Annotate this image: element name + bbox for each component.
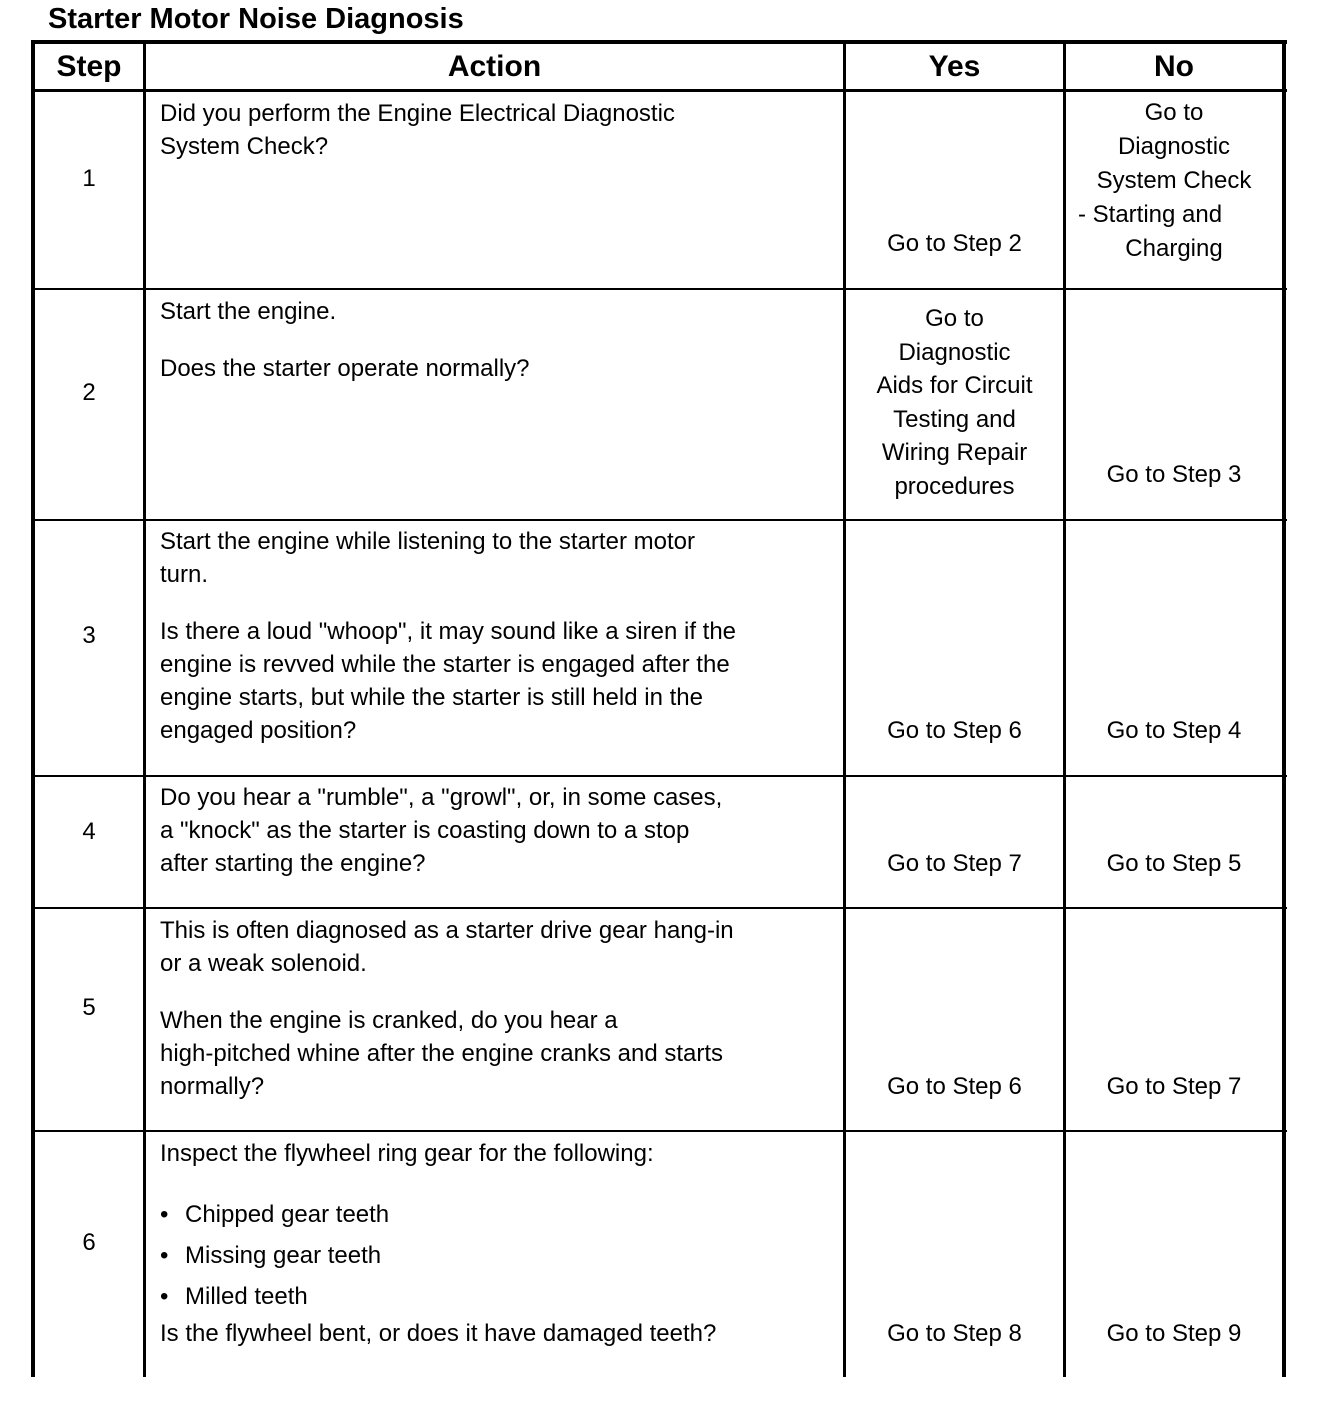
action-text: engine starts, but while the starter is still held in the	[160, 684, 703, 711]
action-text: after starting the engine?	[160, 850, 426, 877]
row-divider-2	[31, 519, 1287, 521]
no-cell: Go to Step 9	[1106, 1320, 1242, 1347]
yes-cell: Go to Step 8	[887, 1320, 1022, 1347]
yes-text-line: Aids for Circuit	[876, 372, 1033, 399]
action-text: engaged position?	[160, 717, 357, 744]
yes-text-line: Go to	[925, 305, 984, 332]
step-number: 4	[82, 818, 96, 845]
action-text: turn.	[160, 561, 209, 588]
step-number: 6	[82, 1229, 96, 1256]
step-number: 2	[82, 379, 96, 406]
action-cell	[160, 914, 843, 1103]
yes-cell: Go to Step 6	[887, 717, 1022, 744]
row-divider-1	[31, 288, 1287, 290]
yes-cell	[846, 302, 1063, 503]
no-cell: Go to Step 4	[1106, 717, 1242, 744]
action-text: high-pitched whine after the engine cranks and starts	[160, 1040, 724, 1067]
action-text: Start the engine while listening to the starter motor	[160, 528, 695, 555]
action-text: Start the engine.	[160, 298, 337, 325]
no-text-line: Go to	[1144, 99, 1204, 126]
column-divider-step	[143, 40, 146, 1377]
list-item-text: Chipped gear teeth	[185, 1201, 390, 1228]
table-left-border	[31, 40, 35, 1377]
yes-text-line: procedures	[894, 472, 1015, 500]
page-title: Starter Motor Noise Diagnosis	[48, 3, 464, 35]
step-number: 5	[82, 994, 96, 1021]
action-cell	[160, 1137, 843, 1350]
list-item-text: Milled teeth	[185, 1283, 308, 1310]
yes-cell: Go to Step 6	[887, 1073, 1022, 1100]
no-text-line: Diagnostic	[1117, 133, 1231, 160]
action-text: Do you hear a "rumble", a "growl", or, in some cases,	[160, 784, 723, 811]
action-text: normally?	[160, 1073, 265, 1100]
action-text: engine is revved while the starter is engaged after the	[160, 651, 730, 678]
action-cell	[160, 525, 843, 747]
action-text: When the engine is cranked, do you hear a	[160, 1007, 618, 1034]
list-item	[160, 1235, 843, 1276]
no-cell: Go to Step 7	[1106, 1073, 1242, 1100]
bullet-list	[160, 1194, 843, 1317]
row-divider-5	[31, 1130, 1287, 1132]
list-item-text: Missing gear teeth	[185, 1242, 382, 1269]
no-cell: Go to Step 3	[1106, 461, 1242, 488]
action-cell	[160, 97, 843, 163]
action-text: Does the starter operate normally?	[160, 355, 530, 382]
action-text: Is there a loud "whoop", it may sound like a siren if the	[160, 618, 737, 645]
action-cell	[160, 295, 843, 385]
step-number: 3	[82, 622, 96, 649]
list-item	[160, 1276, 843, 1317]
bullet-icon: •	[160, 1242, 169, 1269]
yes-text-line: Wiring Repair	[881, 439, 1028, 466]
header-step: Step	[56, 50, 122, 83]
row-divider-3	[31, 775, 1287, 777]
header-action: Action	[447, 50, 542, 83]
action-text: System Check?	[160, 133, 329, 160]
no-text-line: - Starting and	[1078, 201, 1223, 228]
action-text: or a weak solenoid.	[160, 950, 367, 977]
yes-cell: Go to Step 2	[887, 230, 1022, 257]
table-right-border	[1282, 40, 1286, 1377]
header-no: No	[1154, 50, 1194, 83]
bullet-icon: •	[160, 1283, 169, 1310]
row-divider-4	[31, 907, 1287, 909]
yes-cell: Go to Step 7	[887, 850, 1022, 877]
list-item	[160, 1194, 843, 1235]
action-cell	[160, 781, 843, 880]
no-cell	[1066, 96, 1282, 266]
no-text-line: System Check	[1096, 167, 1252, 194]
no-text-line: Charging	[1125, 235, 1223, 262]
yes-text-line: Testing and	[893, 405, 1016, 433]
no-cell: Go to Step 5	[1106, 850, 1242, 877]
action-text: Did you perform the Engine Electrical Diagnostic	[160, 100, 675, 127]
step-number: 1	[82, 165, 96, 192]
action-text: Is the flywheel bent, or does it have damaged teeth?	[160, 1320, 717, 1347]
action-text: a "knock" as the starter is coasting down to a stop	[160, 817, 690, 844]
yes-text-line: Diagnostic	[898, 338, 1011, 366]
action-text: Inspect the flywheel ring gear for the following:	[160, 1140, 654, 1167]
bullet-icon: •	[160, 1201, 169, 1228]
header-yes: Yes	[928, 50, 981, 83]
action-text: This is often diagnosed as a starter drive gear hang-in	[160, 917, 734, 944]
